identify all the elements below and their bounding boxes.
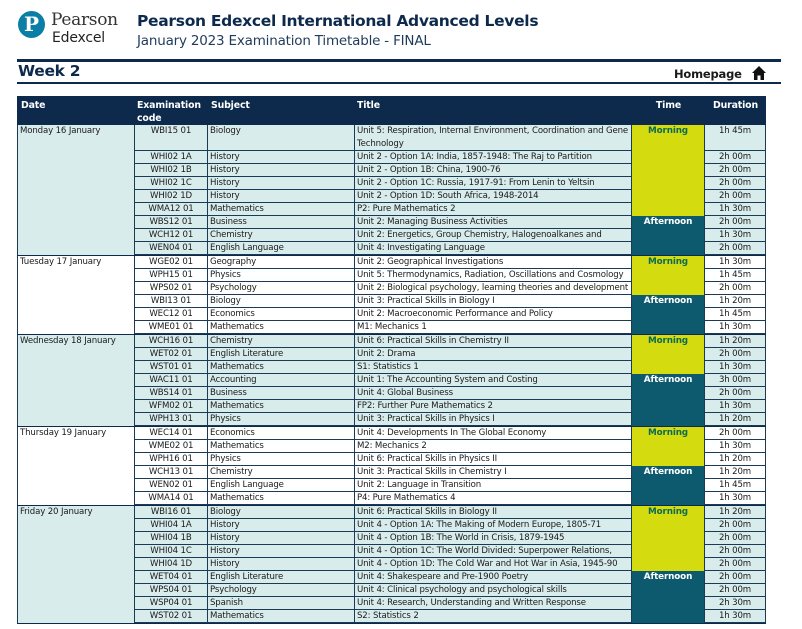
subject-cell: English Language (208, 242, 355, 255)
column-header-title: Title (357, 100, 380, 111)
page-title: Pearson Edexcel International Advanced Levels (137, 12, 539, 30)
logo-sub: Edexcel (52, 30, 105, 46)
exam-code-cell: WFM02 01 (135, 400, 208, 413)
duration-cell: 1h 20m (705, 506, 766, 519)
date-cell: Friday 20 January (17, 506, 135, 623)
exam-code-cell: WAC11 01 (135, 374, 208, 387)
duration-cell: 2h 00m (705, 545, 766, 558)
exam-code-cell: WST02 01 (135, 610, 208, 623)
title-cell: S2: Statistics 2 (355, 610, 632, 623)
exam-code-cell: WPS02 01 (135, 282, 208, 295)
exam-code-cell: WEC14 01 (135, 427, 208, 440)
exam-code-cell: WEC12 01 (135, 308, 208, 321)
column-header-time: Time (655, 100, 682, 111)
title-cell: Unit 4 - Option 1D: The Cold War and Hot War in Asia, 1945-90 (355, 558, 632, 571)
title-cell: Unit 4: Developments In The Global Economy (355, 427, 632, 440)
title-cell: Unit 5: Respiration, Internal Environment, Coordination and Gene Technology (355, 125, 632, 151)
subject-cell: English Literature (208, 348, 355, 361)
subject-cell: Chemistry (208, 335, 355, 348)
divider-bottom (17, 82, 781, 84)
home-icon[interactable] (751, 65, 767, 81)
title-cell: Unit 4: Clinical psychology and psychological skills (355, 584, 632, 597)
exam-code-cell: WPS04 01 (135, 584, 208, 597)
time-session-morning: Morning (632, 427, 705, 466)
duration-cell: 2h 00m (705, 427, 766, 440)
subject-cell: History (208, 532, 355, 545)
duration-cell: 2h 00m (705, 387, 766, 400)
day-group (17, 256, 766, 335)
duration-cell: 1h 45m (705, 269, 766, 282)
time-session-afternoon: Afternoon (632, 374, 705, 426)
duration-cell: 1h 20m (705, 335, 766, 348)
duration-cell: 1h 45m (705, 479, 766, 492)
subject-cell: Physics (208, 453, 355, 466)
date-cell: Tuesday 17 January (17, 256, 135, 334)
column-header-date: Date (21, 100, 46, 111)
exam-code-cell: WST01 01 (135, 361, 208, 374)
title-cell: Unit 2: Energetics, Group Chemistry, Halogenoalkanes and (355, 229, 632, 242)
subject-cell: Physics (208, 413, 355, 426)
subject-cell: Chemistry (208, 466, 355, 479)
date-cell: Monday 16 January (17, 125, 135, 255)
column-header-subject: Subject (211, 100, 250, 111)
duration-cell: 1h 30m (705, 229, 766, 242)
exam-code-cell: WME01 01 (135, 321, 208, 334)
title-cell: Unit 4: Shakespeare and Pre-1900 Poetry (355, 571, 632, 584)
subject-cell: Psychology (208, 282, 355, 295)
duration-cell: 2h 00m (705, 584, 766, 597)
title-cell: Unit 3: Practical Skills in Biology I (355, 295, 632, 308)
title-cell: Unit 2: Biological psychology, learning theories and development (355, 282, 632, 295)
exam-code-cell: WHI04 1C (135, 545, 208, 558)
title-cell: M1: Mechanics 1 (355, 321, 632, 334)
exam-code-cell: WBI16 01 (135, 506, 208, 519)
subject-cell: English Literature (208, 571, 355, 584)
subject-cell: English Language (208, 479, 355, 492)
subject-cell: Mathematics (208, 440, 355, 453)
time-session-afternoon: Afternoon (632, 466, 705, 505)
time-session-afternoon: Afternoon (632, 295, 705, 334)
day-group (17, 125, 766, 256)
exam-code-cell: WSP04 01 (135, 597, 208, 610)
exam-code-cell: WBS14 01 (135, 387, 208, 400)
duration-cell: 2h 00m (705, 164, 766, 177)
duration-cell: 2h 00m (705, 282, 766, 295)
exam-code-cell: WCH16 01 (135, 335, 208, 348)
title-cell: Unit 4: Investigating Language (355, 242, 632, 255)
table-body (17, 125, 766, 624)
duration-cell: 1h 45m (705, 308, 766, 321)
title-cell: M2: Mechanics 2 (355, 440, 632, 453)
duration-cell: 1h 30m (705, 361, 766, 374)
subject-cell: Chemistry (208, 229, 355, 242)
exam-code-cell: WMA12 01 (135, 203, 208, 216)
day-group (17, 506, 766, 624)
subject-cell: History (208, 519, 355, 532)
subject-cell: Mathematics (208, 361, 355, 374)
duration-cell: 3h 00m (705, 374, 766, 387)
title-cell: Unit 4: Research, Understanding and Written Response (355, 597, 632, 610)
subject-cell: Spanish (208, 597, 355, 610)
subject-cell: Business (208, 387, 355, 400)
exam-code-cell: WET04 01 (135, 571, 208, 584)
date-cell: Thursday 19 January (17, 427, 135, 505)
subject-cell: Mathematics (208, 400, 355, 413)
subject-cell: Mathematics (208, 203, 355, 216)
title-cell: Unit 3: Practical Skills in Chemistry I (355, 466, 632, 479)
title-cell: Unit 6: Practical Skills in Chemistry II (355, 335, 632, 348)
title-cell: Unit 3: Practical Skills in Physics I (355, 413, 632, 426)
title-cell: Unit 2 - Option 1C: Russia, 1917-91: From Lenin to Yeltsin (355, 177, 632, 190)
time-session-afternoon: Afternoon (632, 571, 705, 623)
title-cell: Unit 2 - Option 1D: South Africa, 1948-2014 (355, 190, 632, 203)
subject-cell: Geography (208, 256, 355, 269)
exam-code-cell: WET02 01 (135, 348, 208, 361)
subject-cell: History (208, 545, 355, 558)
time-session-morning: Morning (632, 506, 705, 571)
column-header-duration: Duration (712, 100, 759, 111)
page-subtitle: January 2023 Examination Timetable - FINAL (137, 33, 431, 49)
duration-cell: 2h 00m (705, 519, 766, 532)
day-group (17, 427, 766, 506)
title-cell: P2: Pure Mathematics 2 (355, 203, 632, 216)
duration-cell: 2h 00m (705, 151, 766, 164)
subject-cell: Physics (208, 269, 355, 282)
time-session-afternoon: Afternoon (632, 216, 705, 255)
exam-code-cell: WHI02 1D (135, 190, 208, 203)
title-cell: Unit 2: Managing Business Activities (355, 216, 632, 229)
exam-code-cell: WEN04 01 (135, 242, 208, 255)
duration-cell: 1h 30m (705, 256, 766, 269)
divider-top (17, 59, 781, 62)
duration-cell: 1h 20m (705, 413, 766, 426)
exam-timetable (17, 96, 766, 624)
subject-cell: Psychology (208, 584, 355, 597)
logo-glyph: P (23, 12, 40, 36)
exam-code-cell: WPH15 01 (135, 269, 208, 282)
exam-code-cell: WHI04 1D (135, 558, 208, 571)
title-cell: FP2: Further Pure Mathematics 2 (355, 400, 632, 413)
subject-cell: Economics (208, 308, 355, 321)
duration-cell: 2h 00m (705, 532, 766, 545)
title-cell: Unit 2 - Option 1A: India, 1857-1948: The Raj to Partition (355, 151, 632, 164)
duration-cell: 1h 30m (705, 400, 766, 413)
subject-cell: Biology (208, 295, 355, 308)
logo-brand: Pearson (51, 10, 118, 30)
title-cell: Unit 4 - Option 1A: The Making of Modern Europe, 1805-71 (355, 519, 632, 532)
duration-cell: 2h 30m (705, 597, 766, 610)
exam-code-cell: WHI02 1A (135, 151, 208, 164)
duration-cell: 2h 00m (705, 558, 766, 571)
title-cell: Unit 1: The Accounting System and Costing (355, 374, 632, 387)
title-cell: Unit 4 - Option 1B: The World in Crisis, 1879-1945 (355, 532, 632, 545)
subject-cell: Economics (208, 427, 355, 440)
exam-code-cell: WBI15 01 (135, 125, 208, 151)
title-cell: Unit 2: Drama (355, 348, 632, 361)
week-heading: Week 2 (18, 62, 81, 80)
title-cell: P4: Pure Mathematics 4 (355, 492, 632, 505)
title-cell: Unit 2: Geographical Investigations (355, 256, 632, 269)
exam-code-cell: WHI04 1A (135, 519, 208, 532)
exam-code-cell: WCH13 01 (135, 466, 208, 479)
duration-cell: 1h 20m (705, 295, 766, 308)
duration-cell: 1h 45m (705, 125, 766, 151)
title-cell: Unit 5: Thermodynamics, Radiation, Oscillations and Cosmology (355, 269, 632, 282)
title-cell: Unit 4 - Option 1C: The World Divided: Superpower Relations, (355, 545, 632, 558)
duration-cell: 2h 00m (705, 348, 766, 361)
exam-code-cell: WME02 01 (135, 440, 208, 453)
subject-cell: Biology (208, 506, 355, 519)
homepage-link[interactable]: Homepage (674, 67, 742, 81)
duration-cell: 2h 00m (705, 177, 766, 190)
exam-code-cell: WPH13 01 (135, 413, 208, 426)
title-cell: Unit 4: Global Business (355, 387, 632, 400)
duration-cell: 1h 30m (705, 440, 766, 453)
duration-cell: 1h 30m (705, 203, 766, 216)
duration-cell: 2h 00m (705, 190, 766, 203)
duration-cell: 1h 20m (705, 466, 766, 479)
day-group (17, 335, 766, 427)
title-cell: Unit 2: Language in Transition (355, 479, 632, 492)
title-cell: S1: Statistics 1 (355, 361, 632, 374)
exam-code-cell: WEN02 01 (135, 479, 208, 492)
subject-cell: Mathematics (208, 321, 355, 334)
duration-cell: 2h 00m (705, 216, 766, 229)
duration-cell: 1h 20m (705, 453, 766, 466)
exam-code-cell: WMA14 01 (135, 492, 208, 505)
exam-code-cell: WBS12 01 (135, 216, 208, 229)
table-header (17, 96, 766, 125)
subject-cell: Mathematics (208, 610, 355, 623)
time-session-morning: Morning (632, 335, 705, 374)
column-header-code: Examination code (137, 100, 201, 124)
time-session-morning: Morning (632, 256, 705, 295)
title-cell: Unit 6: Practical Skills in Biology II (355, 506, 632, 519)
duration-cell: 1h 30m (705, 321, 766, 334)
subject-cell: History (208, 151, 355, 164)
exam-code-cell: WPH16 01 (135, 453, 208, 466)
duration-cell: 2h 00m (705, 242, 766, 255)
exam-code-cell: WHI02 1B (135, 164, 208, 177)
time-session-morning: Morning (632, 125, 705, 216)
date-cell: Wednesday 18 January (17, 335, 135, 426)
title-cell: Unit 2: Macroeconomic Performance and Policy (355, 308, 632, 321)
exam-code-cell: WGE02 01 (135, 256, 208, 269)
title-cell: Unit 2 - Option 1B: China, 1900-76 (355, 164, 632, 177)
subject-cell: History (208, 558, 355, 571)
subject-cell: Accounting (208, 374, 355, 387)
exam-code-cell: WCH12 01 (135, 229, 208, 242)
subject-cell: History (208, 177, 355, 190)
subject-cell: Biology (208, 125, 355, 151)
exam-code-cell: WBI13 01 (135, 295, 208, 308)
pearson-edexcel-logo (18, 8, 128, 48)
duration-cell: 2h 00m (705, 571, 766, 584)
exam-code-cell: WHI02 1C (135, 177, 208, 190)
exam-code-cell: WHI04 1B (135, 532, 208, 545)
subject-cell: History (208, 164, 355, 177)
duration-cell: 1h 30m (705, 492, 766, 505)
subject-cell: History (208, 190, 355, 203)
subject-cell: Business (208, 216, 355, 229)
subject-cell: Mathematics (208, 492, 355, 505)
title-cell: Unit 6: Practical Skills in Physics II (355, 453, 632, 466)
duration-cell: 1h 30m (705, 610, 766, 623)
